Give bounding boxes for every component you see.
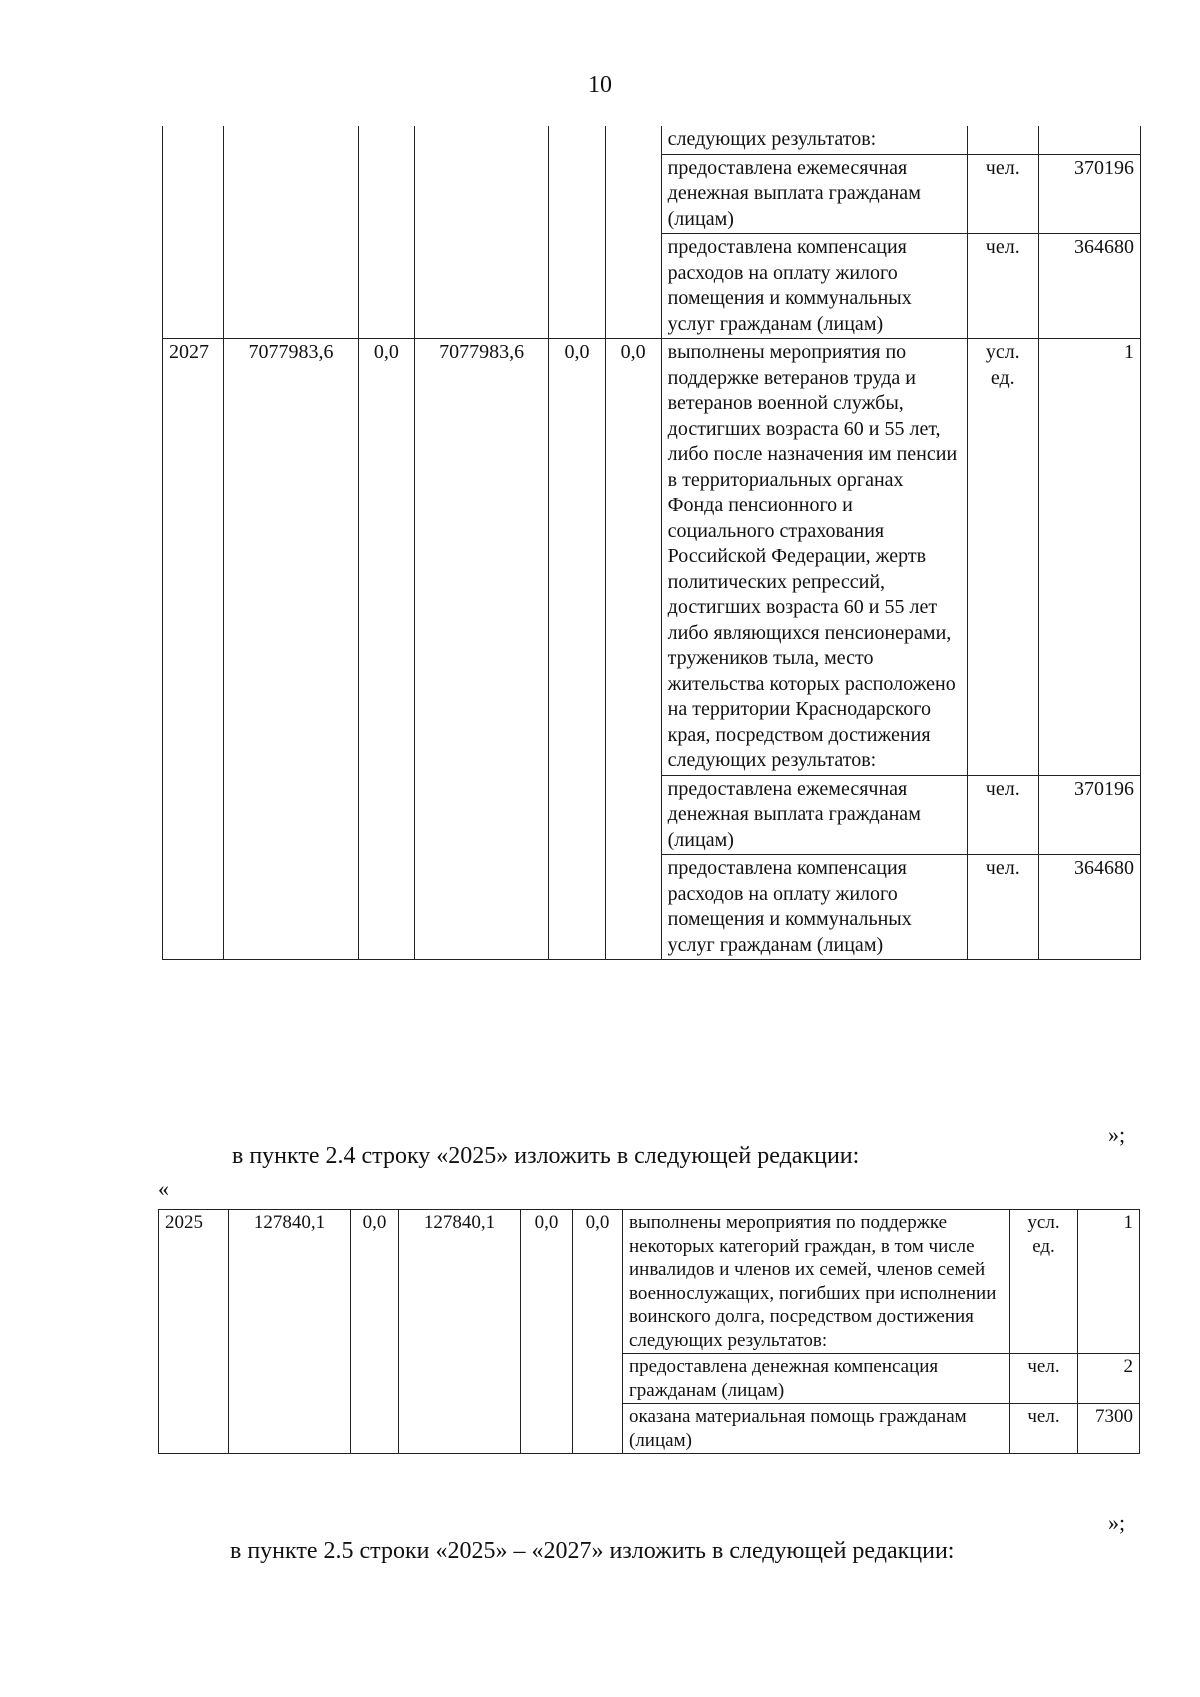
federal-cell: 0,0 — [358, 339, 414, 960]
federal-cell-empty — [358, 126, 414, 339]
federal-cell: 0,0 — [351, 1210, 399, 1454]
unit-cell — [967, 126, 1038, 154]
table-row — [163, 126, 1141, 154]
result-text-cell: оказана материальная помощь гражданам (лицам) — [623, 1404, 1010, 1454]
regional-cell: 127840,1 — [399, 1210, 521, 1454]
value-cell: 1 — [1078, 1210, 1140, 1354]
value-cell: 7300 — [1078, 1404, 1140, 1454]
local-cell: 0,0 — [549, 339, 605, 960]
year-cell-empty — [163, 126, 224, 339]
year-cell: 2025 — [159, 1210, 229, 1454]
value-cell: 364680 — [1038, 855, 1140, 960]
total-cell-empty — [224, 126, 359, 339]
local-cell: 0,0 — [521, 1210, 573, 1454]
amendment-paragraph: в пункте 2.5 строки «2025» – «2027» изложить в следующей редакции: — [230, 1538, 955, 1564]
unit-cell: чел. — [967, 234, 1038, 339]
unit-cell: усл. ед. — [1010, 1210, 1078, 1354]
regional-cell: 7077983,6 — [414, 339, 549, 960]
total-cell: 7077983,6 — [224, 339, 359, 960]
table-row-2027 — [163, 339, 1141, 776]
value-cell: 370196 — [1038, 775, 1140, 855]
unit-cell: усл. ед. — [967, 339, 1038, 776]
closing-quote: »; — [1108, 1122, 1126, 1147]
page-number: 10 — [588, 72, 612, 98]
value-cell: 2 — [1078, 1354, 1140, 1404]
result-text-cell: предоставлена ежемесячная денежная выплата гражданам (лицам) — [661, 775, 967, 855]
unit-cell: чел. — [967, 775, 1038, 855]
regional-cell-empty — [414, 126, 549, 339]
local-cell-empty — [549, 126, 605, 339]
extra-cell: 0,0 — [605, 339, 661, 960]
value-cell: 370196 — [1038, 154, 1140, 234]
opening-quote: « — [158, 1176, 169, 1201]
budget-table-continuation — [162, 126, 1141, 960]
unit-cell: чел. — [1010, 1404, 1078, 1454]
value-cell: 364680 — [1038, 234, 1140, 339]
unit-cell: чел. — [1010, 1354, 1078, 1404]
amendment-paragraph: в пункте 2.4 строку «2025» изложить в следующей редакции: — [232, 1143, 860, 1169]
closing-quote: »; — [1108, 1510, 1126, 1535]
unit-cell: чел. — [967, 855, 1038, 960]
budget-table-2025 — [158, 1209, 1140, 1454]
extra-cell-empty — [605, 126, 661, 339]
result-text-cell: предоставлена компенсация расходов на оплату жилого помещения и коммунальных услуг гражданам (лицам) — [661, 234, 967, 339]
table-row-2025 — [159, 1210, 1140, 1354]
result-text-cell: выполнены мероприятия по поддержке некоторых категорий граждан, в том числе инвалидов и членов их семей, членов семей военнослужащих, погибших при исполнении воинского долга, посредством достижения следующих результатов: — [623, 1210, 1010, 1354]
value-cell — [1038, 126, 1140, 154]
result-text-cell: предоставлена компенсация расходов на оплату жилого помещения и коммунальных услуг гражданам (лицам) — [661, 855, 967, 960]
value-cell: 1 — [1038, 339, 1140, 776]
extra-cell: 0,0 — [573, 1210, 623, 1454]
result-text-cell: выполнены мероприятия по поддержке ветеранов труда и ветеранов военной службы, достигших возраста 60 и 55 лет, либо после назначения им пенсии в территориальных органах Фонда пенсионного и социального страхования Российской Федерации, жертв политических репрессий, достигших возраста 60 и 55 лет либо являющихся пенсионерами, тружеников тыла, место жительства которых расположено на территории Краснодарского края, посредством достижения следующих результатов: — [661, 339, 967, 776]
result-text-cell: предоставлена денежная компенсация гражданам (лицам) — [623, 1354, 1010, 1404]
result-text-cell: следующих результатов: — [661, 126, 967, 154]
year-cell: 2027 — [163, 339, 224, 960]
unit-cell: чел. — [967, 154, 1038, 234]
result-text-cell: предоставлена ежемесячная денежная выплата гражданам (лицам) — [661, 154, 967, 234]
total-cell: 127840,1 — [229, 1210, 351, 1454]
